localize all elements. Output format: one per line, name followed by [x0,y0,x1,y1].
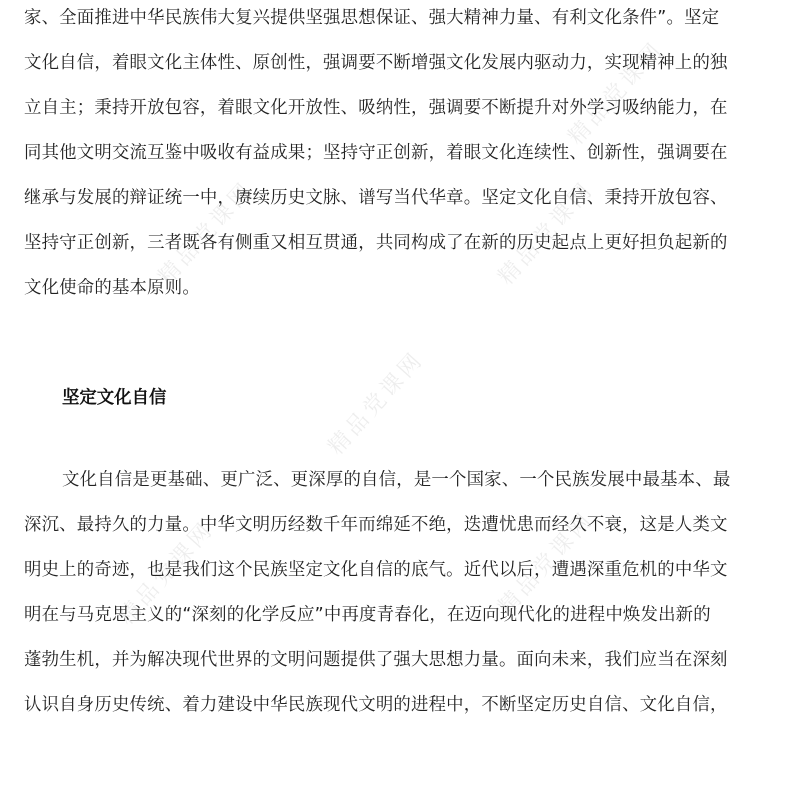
text-line: 文化使命的基本原则。 [24,278,200,298]
text-line: 明史上的奇迹，也是我们这个民族坚定文化自信的底气。近代以后，遭遇深重危机的中华文 [24,560,728,580]
text-line: 立自主；秉持开放包容，着眼文化开放性、吸纳性，强调要不断提升对外学习吸纳能力，在 [24,98,728,118]
text-line: 家、全面推进中华民族伟大复兴提供坚强思想保证、强大精神力量、有利文化条件”。坚定 [24,8,720,28]
text-line: 文化自信，着眼文化主体性、原创性，强调要不断增强文化发展内驱动力，实现精神上的独 [24,53,728,73]
text-line: 明在与马克思主义的“深刻的化学反应”中再度青春化，在迈向现代化的进程中焕发出新的 [24,605,711,625]
watermark: 精品党课网 [323,346,430,461]
section-heading: 坚定文化自信 [62,388,167,408]
watermark: 精品党课网 [153,176,260,291]
text-line: 蓬勃生机，并为解决现代世界的文明问题提供了强大思想力量。面向未来，我们应当在深刻 [24,650,728,670]
text-line: 深沉、最持久的力量。中华文明历经数千年而绵延不绝，迭遭忧患而经久不衰，这是人类文 [24,515,728,535]
text-line: 认识自身历史传统、着力建设中华民族现代文明的进程中，不断坚定历史自信、文化自信， [24,695,728,715]
watermark: 精品党课网 [493,176,600,291]
watermark: 精品党课网 [563,36,670,151]
watermark: 精品党课网 [113,516,220,631]
text-line: 同其他文明交流互鉴中吸收有益成果；坚持守正创新，着眼文化连续性、创新性，强调要在 [24,143,728,163]
text-line: 继承与发展的辩证统一中，赓续历史文脉、谱写当代华章。坚定文化自信、秉持开放包容、 [24,188,728,208]
text-line: 坚持守正创新，三者既各有侧重又相互贯通，共同构成了在新的历史起点上更好担负起新的 [24,233,728,253]
text-line: 文化自信是更基础、更广泛、更深厚的自信，是一个国家、一个民族发展中最基本、最 [62,470,731,490]
watermark: 精品党课网 [493,506,600,621]
